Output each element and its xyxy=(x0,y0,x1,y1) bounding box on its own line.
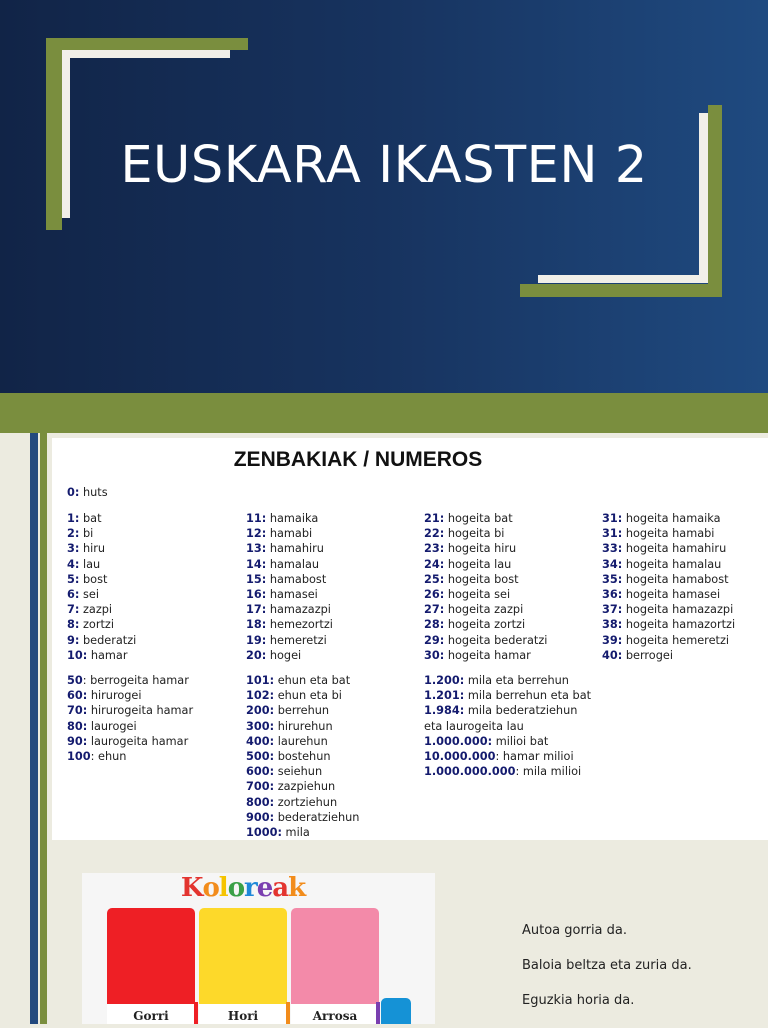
example-sentences xyxy=(522,923,692,1028)
number-word: hirurogei xyxy=(87,689,142,703)
number-word: hogeita sei xyxy=(444,588,511,602)
number-digit: 34: xyxy=(602,557,623,571)
number-entry xyxy=(424,557,591,572)
frame-top-left-white-horizontal xyxy=(62,50,230,58)
colors-title-letter: o xyxy=(227,873,245,903)
colors-title xyxy=(82,873,404,903)
number-word: eta laurogeita lau xyxy=(424,719,524,733)
number-digit: 101: xyxy=(246,674,275,688)
number-entry xyxy=(602,557,735,572)
number-digit: 31: xyxy=(602,512,623,525)
number-digit: 100 xyxy=(67,750,91,764)
number-entry xyxy=(424,541,591,556)
number-word: ehun eta bat xyxy=(274,674,351,688)
number-digit: 24: xyxy=(424,557,445,571)
example-sentence: Eguzkia horia da. xyxy=(522,993,635,1008)
number-word: hamahiru xyxy=(266,542,324,556)
number-digit: 1.200: xyxy=(424,674,465,688)
number-word: zortziehun xyxy=(274,795,338,809)
number-entry xyxy=(67,734,193,749)
swatch-divider xyxy=(286,1002,290,1024)
number-word: bostehun xyxy=(274,750,331,764)
number-entry xyxy=(246,825,359,840)
title-slide xyxy=(0,0,768,393)
number-word: laurogeita hamar xyxy=(87,734,189,748)
number-word: bat xyxy=(79,512,102,525)
number-word: hogeita bat xyxy=(444,512,513,525)
number-digit: 35: xyxy=(602,572,623,586)
number-digit: 15: xyxy=(246,572,267,586)
number-entry xyxy=(424,764,591,779)
number-digit: 28: xyxy=(424,618,445,632)
number-digit: 23: xyxy=(424,542,445,556)
number-word: huts xyxy=(79,486,108,499)
number-entry xyxy=(602,648,735,663)
number-word: hamar xyxy=(87,648,128,662)
number-entry xyxy=(246,572,359,587)
number-digit: 200: xyxy=(246,704,275,718)
number-word: zazpi xyxy=(79,603,113,617)
number-entry xyxy=(424,749,591,764)
number-word: hogeita bost xyxy=(444,572,519,586)
number-entry xyxy=(67,557,193,572)
number-entry xyxy=(67,673,193,688)
number-entry xyxy=(67,719,193,734)
number-digit: 13: xyxy=(246,542,267,556)
number-entry xyxy=(67,587,193,602)
number-digit: 1: xyxy=(67,512,80,525)
number-word: hogeita hiru xyxy=(444,542,517,556)
number-entry xyxy=(246,633,359,648)
number-digit: 3: xyxy=(67,542,80,556)
number-word: mila xyxy=(281,826,310,840)
number-word: hogeita hamazazpi xyxy=(622,603,734,617)
number-entry xyxy=(67,572,193,587)
number-word: hogeita hemeretzi xyxy=(622,633,730,647)
number-digit: 16: xyxy=(246,588,267,602)
numbers-card xyxy=(52,438,768,840)
numbers-group xyxy=(67,673,193,764)
number-entry xyxy=(246,511,359,526)
number-entry xyxy=(246,602,359,617)
number-word: zortzi xyxy=(79,618,114,632)
number-word: : mila milioi xyxy=(515,765,582,779)
number-entry xyxy=(246,673,359,688)
number-word: milioi bat xyxy=(492,734,549,748)
number-digit: 25: xyxy=(424,572,445,586)
number-entry xyxy=(424,719,591,734)
number-digit: 400: xyxy=(246,734,275,748)
number-entry xyxy=(424,673,591,688)
number-digit: 12: xyxy=(246,527,267,541)
number-word: hamabi xyxy=(266,527,313,541)
numbers-heading: ZENBAKIAK / NUMEROS xyxy=(233,448,483,471)
number-word: hemeretzi xyxy=(266,633,327,647)
number-word: hamazazpi xyxy=(266,603,331,617)
number-digit: 5: xyxy=(67,572,80,586)
color-swatch xyxy=(381,998,411,1024)
number-digit: 4: xyxy=(67,557,80,571)
number-digit: 39: xyxy=(602,633,623,647)
number-entry xyxy=(602,511,735,526)
number-word: hogeita hamalau xyxy=(622,557,722,571)
number-word: : hamar milioi xyxy=(495,750,574,764)
color-swatch-label: Arrosa xyxy=(291,1004,379,1024)
number-word: hogeita hamar xyxy=(444,648,531,662)
number-digit: 21: xyxy=(424,512,445,525)
number-entry xyxy=(67,633,193,648)
number-entry xyxy=(246,541,359,556)
content-slide xyxy=(0,433,768,1024)
number-digit: 7: xyxy=(67,603,80,617)
number-digit: 40: xyxy=(602,648,623,662)
number-entry xyxy=(424,511,591,526)
number-entry xyxy=(67,602,193,617)
number-digit: 80: xyxy=(67,719,88,733)
colors-image xyxy=(82,873,435,1024)
numbers-column-2 xyxy=(246,511,359,840)
number-entry xyxy=(67,511,193,526)
number-digit: 31: xyxy=(602,527,623,541)
number-entry xyxy=(246,764,359,779)
number-word: hogeita hamaika xyxy=(622,512,721,525)
numbers-group xyxy=(67,511,193,663)
number-entry xyxy=(246,749,359,764)
number-word: laurogei xyxy=(87,719,137,733)
number-digit: 1000: xyxy=(246,826,282,840)
number-word: hogeita hamazortzi xyxy=(622,618,736,632)
left-accent-bar-green xyxy=(40,433,47,1024)
number-digit: 20: xyxy=(246,648,267,662)
number-word: hogeita hamahiru xyxy=(622,542,727,556)
numbers-group xyxy=(246,511,359,663)
number-entry xyxy=(67,648,193,663)
colors-title-letter: e xyxy=(256,873,273,903)
number-digit: 90: xyxy=(67,734,88,748)
number-digit: 700: xyxy=(246,780,275,794)
numbers-group xyxy=(424,511,591,663)
number-digit: 10: xyxy=(67,648,88,662)
number-word: laurehun xyxy=(274,734,328,748)
number-entry xyxy=(67,541,193,556)
number-entry xyxy=(246,587,359,602)
colors-title-letter: K xyxy=(180,873,203,903)
number-entry xyxy=(67,749,193,764)
number-digit: 102: xyxy=(246,689,275,703)
number-word: hamaika xyxy=(266,512,319,525)
number-digit: 800: xyxy=(246,795,275,809)
number-entry xyxy=(246,526,359,541)
number-entry xyxy=(246,617,359,632)
number-digit: 14: xyxy=(246,557,267,571)
number-word: hamasei xyxy=(266,588,318,602)
number-entry xyxy=(246,688,359,703)
number-word: hogeita hamabi xyxy=(622,527,715,541)
left-accent-bar-blue xyxy=(30,433,38,1024)
color-swatch xyxy=(199,908,287,1004)
number-word: lau xyxy=(79,557,101,571)
number-digit: 37: xyxy=(602,603,623,617)
number-digit: 30: xyxy=(424,648,445,662)
number-word: ehun eta bi xyxy=(274,689,342,703)
number-entry xyxy=(424,526,591,541)
numbers-group xyxy=(246,673,359,840)
number-digit: 26: xyxy=(424,588,445,602)
number-word: berrogei xyxy=(622,648,673,662)
number-entry xyxy=(424,587,591,602)
number-digit: 33: xyxy=(602,542,623,556)
number-word: berrehun xyxy=(274,704,330,718)
number-digit: 1.000.000: xyxy=(424,734,493,748)
number-entry xyxy=(246,703,359,718)
number-digit: 600: xyxy=(246,765,275,779)
color-swatch xyxy=(291,908,379,1004)
number-digit: 38: xyxy=(602,618,623,632)
number-word: hirurehun xyxy=(274,719,333,733)
number-digit: 10.000.000 xyxy=(424,750,496,764)
numbers-column-1 xyxy=(67,511,193,764)
number-digit: 1.201: xyxy=(424,689,465,703)
number-entry xyxy=(424,703,591,718)
number-digit: 0: xyxy=(67,486,80,499)
swatch-divider xyxy=(194,1002,198,1024)
number-digit: 300: xyxy=(246,719,275,733)
number-word: hiru xyxy=(79,542,106,556)
number-entry xyxy=(602,602,735,617)
frame-bottom-right-green-vertical xyxy=(708,105,722,297)
number-entry xyxy=(602,526,735,541)
color-swatch xyxy=(107,908,195,1004)
number-word: hirurogeita hamar xyxy=(87,704,194,718)
example-sentence: Autoa gorria da. xyxy=(522,923,628,938)
number-digit: 2: xyxy=(67,527,80,541)
number-digit: 500: xyxy=(246,750,275,764)
number-digit: 1.984: xyxy=(424,704,465,718)
number-entry xyxy=(67,703,193,718)
numbers-group xyxy=(602,511,735,663)
number-entry xyxy=(602,541,735,556)
number-word: mila bederatziehun xyxy=(464,704,578,718)
number-entry xyxy=(246,734,359,749)
number-entry xyxy=(424,617,591,632)
frame-top-left-green-vertical xyxy=(46,38,62,230)
number-digit: 60: xyxy=(67,689,88,703)
number-word: sei xyxy=(79,588,99,602)
colors-title-letter: k xyxy=(288,873,306,903)
number-word: bost xyxy=(79,572,108,586)
colors-title-letter: o xyxy=(202,873,219,903)
number-digit: 22: xyxy=(424,527,445,541)
number-word: hogeita lau xyxy=(444,557,512,571)
numbers-column-3 xyxy=(424,511,591,779)
number-digit: 9: xyxy=(67,633,80,647)
number-digit: 18: xyxy=(246,618,267,632)
numbers-group xyxy=(424,673,591,779)
number-entry xyxy=(246,557,359,572)
example-sentence: Baloia beltza eta zuria da. xyxy=(522,958,692,973)
number-entry xyxy=(246,648,359,663)
number-entry xyxy=(246,795,359,810)
number-word: mila berrehun eta bat xyxy=(464,689,592,703)
number-entry xyxy=(246,779,359,794)
number-word: hogeita bi xyxy=(444,527,505,541)
number-digit: 6: xyxy=(67,588,80,602)
number-entry xyxy=(424,572,591,587)
number-entry xyxy=(424,633,591,648)
number-word: seiehun xyxy=(274,765,323,779)
number-word: hogeita zortzi xyxy=(444,618,526,632)
number-entry xyxy=(424,688,591,703)
number-word: : ehun xyxy=(90,750,127,764)
number-entry xyxy=(424,602,591,617)
number-word: bederatzi xyxy=(79,633,137,647)
number-word: hemezortzi xyxy=(266,618,333,632)
number-entry xyxy=(602,587,735,602)
green-divider-band xyxy=(0,393,768,433)
colors-title-letter: a xyxy=(272,873,289,903)
frame-top-left-green-horizontal xyxy=(46,38,248,50)
colors-title-letter: l xyxy=(218,873,228,903)
frame-bottom-right-white-horizontal xyxy=(538,275,708,283)
number-word: zazpiehun xyxy=(274,780,336,794)
number-digit: 1.000.000.000 xyxy=(424,765,516,779)
number-entry xyxy=(67,617,193,632)
numbers-column-4 xyxy=(602,511,735,663)
number-digit: 17: xyxy=(246,603,267,617)
number-digit: 900: xyxy=(246,810,275,824)
number-digit: 36: xyxy=(602,588,623,602)
number-word: hogeita hamasei xyxy=(622,588,721,602)
number-entry xyxy=(67,526,193,541)
number-entry xyxy=(67,688,193,703)
number-entry xyxy=(602,633,735,648)
number-entry xyxy=(246,810,359,825)
number-word: : berrogeita hamar xyxy=(82,674,189,688)
number-word: bi xyxy=(79,527,94,541)
number-word: hogeita zazpi xyxy=(444,603,524,617)
frame-bottom-right-green-horizontal xyxy=(520,284,722,297)
number-entry xyxy=(424,648,591,663)
number-entry xyxy=(602,572,735,587)
color-swatch-label: Hori xyxy=(199,1004,287,1024)
swatch-divider xyxy=(376,1002,380,1024)
number-digit: 11: xyxy=(246,512,267,525)
number-zero xyxy=(67,485,108,500)
number-word: hamalau xyxy=(266,557,320,571)
number-entry xyxy=(246,719,359,734)
number-digit: 27: xyxy=(424,603,445,617)
number-entry xyxy=(424,734,591,749)
colors-title-letter: r xyxy=(244,873,257,903)
number-digit: 8: xyxy=(67,618,80,632)
number-word: hogeita hamabost xyxy=(622,572,729,586)
color-swatch-label: Gorri xyxy=(107,1004,195,1024)
slide-title: EUSKARA IKASTEN 2 xyxy=(120,136,648,195)
number-digit: 29: xyxy=(424,633,445,647)
number-word: hogeita bederatzi xyxy=(444,633,548,647)
number-digit: 19: xyxy=(246,633,267,647)
number-digit: 70: xyxy=(67,704,88,718)
number-word: hamabost xyxy=(266,572,327,586)
number-digit: 50 xyxy=(67,674,83,688)
number-word: hogei xyxy=(266,648,302,662)
number-word: mila eta berrehun xyxy=(464,674,569,688)
number-entry xyxy=(602,617,735,632)
number-word: bederatziehun xyxy=(274,810,360,824)
